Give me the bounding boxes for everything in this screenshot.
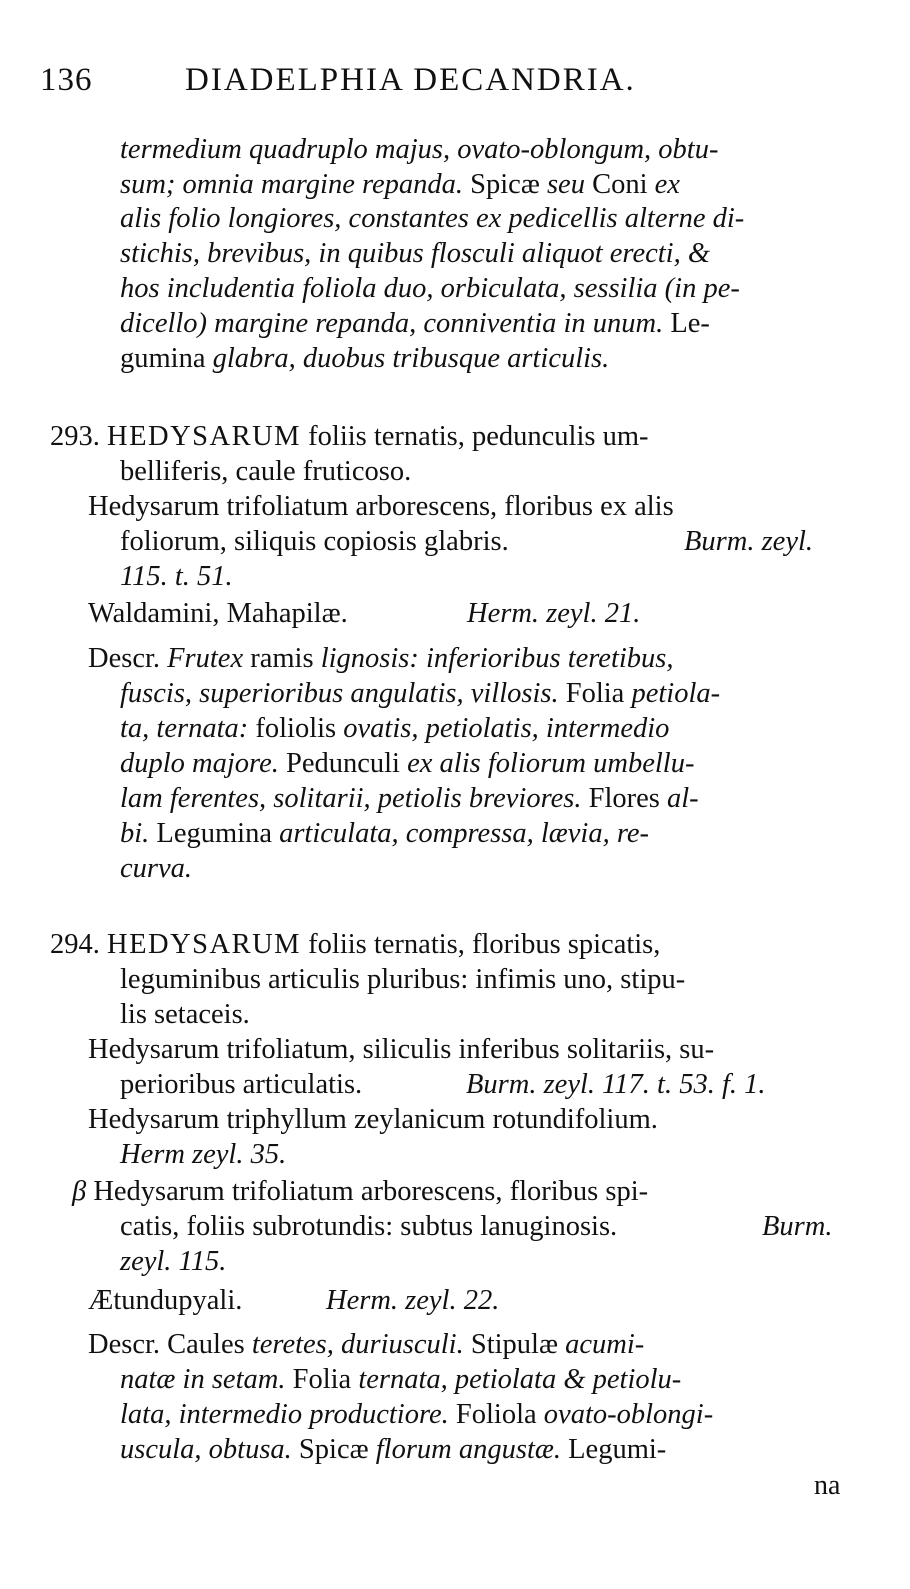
genus-name: HEDYSARUM [107, 929, 302, 960]
species-number: 293. [50, 421, 100, 452]
description-line: Descr. Frutex ramis lignosis: inferioribus teretibus, [88, 643, 674, 674]
description-line: lata, intermedio productiore. Foliola ovato-oblongi- [120, 1399, 714, 1430]
entry-heading [50, 928, 660, 962]
text-line: leguminibus articulis pluribus: infimis uno, stipu- [120, 964, 686, 995]
vernacular-name: Waldamini, Mahapilæ. [88, 598, 348, 629]
description-line: uscula, obtusa. Spicæ florum angustæ. Legumi- [120, 1434, 667, 1465]
description-line: lam ferentes, solitarii, petiolis breviores. Flores al- [120, 783, 699, 814]
description-line: duplo majore. Pedunculi ex alis foliorum umbellu- [120, 748, 695, 779]
page-number: 136 [40, 62, 93, 98]
text-line: stichis, brevibus, in quibus flosculi aliquot erecti, & [120, 238, 711, 269]
text-line: catis, foliis subrotundis: subtus lanuginosis. [120, 1211, 618, 1242]
description-line: fuscis, superioribus angulatis, villosis. Folia petiola- [120, 678, 721, 709]
text-line: foliorum, siliquis copiosis glabris. [120, 526, 509, 557]
synonym-reference: Burm. [762, 1211, 833, 1242]
text-line: sum; omnia margine repanda. Spicæ seu Coni ex [120, 169, 680, 200]
synonym-reference: Herm zeyl. 35. [120, 1139, 287, 1170]
synonym-reference: 115. t. 51. [120, 561, 233, 592]
description-line: ta, ternata: foliolis ovatis, petiolatis, intermedio [120, 713, 670, 744]
synonym-reference: zeyl. 115. [120, 1246, 227, 1277]
beta-marker: β [72, 1176, 87, 1207]
text-line: alis folio longiores, constantes ex pedicellis alterne di- [120, 203, 745, 234]
running-title: DIADELPHIA DECANDRIA. [185, 62, 636, 98]
diagnosis: foliis ternatis, floribus spicatis, [301, 929, 661, 960]
synonym-reference: Burm. zeyl. [684, 526, 814, 557]
diagnosis: foliis ternatis, pedunculis um- [301, 421, 649, 452]
synonym: Hedysarum trifoliatum arborescens, floribus ex alis [88, 491, 674, 522]
description-line: bi. Legumina articulata, compressa, lævia, re- [120, 818, 650, 849]
description-line: natæ in setam. Folia ternata, petiolata & petiolu- [120, 1364, 682, 1395]
synonym: Hedysarum triphyllum zeylanicum rotundifolium. [88, 1104, 658, 1135]
text-line: lis setaceis. [120, 999, 250, 1030]
text-line: hos includentia foliola duo, orbiculata, sessilia (in pe- [120, 273, 740, 304]
text-line: termedium quadruplo majus, ovato-oblongum, obtu- [120, 134, 719, 165]
variety-beta: β Hedysarum trifoliatum arborescens, floribus spi- [72, 1176, 649, 1207]
vernacular-name: Ætundupyali. [88, 1285, 243, 1316]
catchword: na [814, 1470, 841, 1501]
vernacular-reference: Herm. zeyl. 21. [467, 598, 641, 629]
page-header [40, 62, 860, 112]
synonym-reference: Burm. zeyl. 117. t. 53. f. 1. [466, 1069, 766, 1100]
description-line: Descr. Caules teretes, duriusculi. Stipulæ acumi- [88, 1329, 645, 1360]
text-line: dicello) margine repanda, conniventia in unum. Le- [120, 308, 710, 339]
genus-name: HEDYSARUM [107, 421, 302, 452]
text-line: gumina glabra, duobus tribusque articulis. [120, 343, 610, 374]
vernacular-reference: Herm. zeyl. 22. [326, 1285, 500, 1316]
description-line: curva. [120, 853, 193, 884]
entry-heading [50, 420, 649, 454]
synonym: Hedysarum trifoliatum, siliculis inferibus solitariis, su- [88, 1034, 715, 1065]
species-number: 294. [50, 929, 100, 960]
text-line: belliferis, caule fruticoso. [120, 456, 412, 487]
text-line: perioribus articulatis. [120, 1069, 363, 1100]
